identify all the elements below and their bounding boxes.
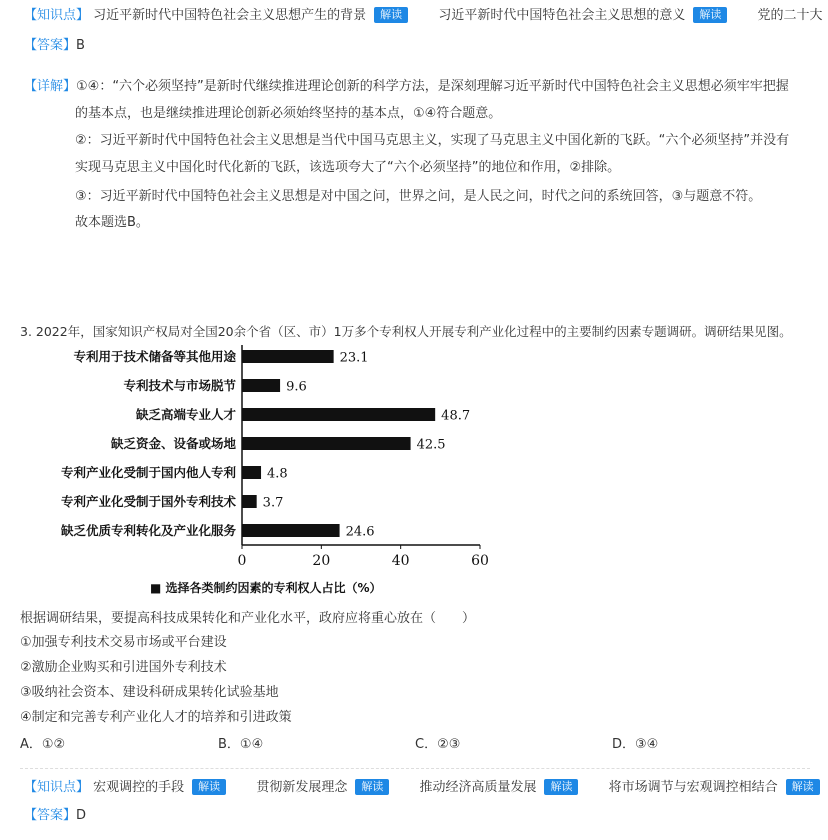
category-label: 专利技术与市场脱节 — [123, 378, 236, 393]
statement-3: ③吸纳社会资本、建设科研成果转化试验基地 — [20, 685, 279, 700]
statement-1: ①加强专利技术交易市场或平台建设 — [20, 635, 227, 650]
legend: ■ 选择各类制约因素的专利权人占比（%） — [150, 581, 382, 595]
x-tick-label: 20 — [312, 553, 331, 569]
interpret-button[interactable]: 解读 — [786, 779, 820, 795]
answer-label: 【答案】 — [24, 808, 77, 823]
answer-label: 【答案】 — [24, 38, 77, 53]
value-label: 4.8 — [267, 466, 288, 482]
interpret-button[interactable]: 解读 — [192, 779, 226, 795]
bar — [242, 350, 334, 363]
bottom-knowledge-row — [24, 778, 828, 798]
knowledge-text: 宏观调控的手段 — [93, 780, 185, 795]
option-d[interactable]: D．③④ — [612, 737, 659, 752]
value-label: 24.6 — [345, 524, 375, 540]
interpret-button[interactable]: 解读 — [355, 779, 389, 795]
detail-line-5: ③：习近平新时代中国特色社会主义思想是对中国之问，世界之问，是人民之问，时代之问的系统回答，③与题意不符。 — [75, 189, 762, 204]
detail-line-1: 【详解】①④：“六个必须坚持”是新时代继续推进理论创新的科学方法，是深刻理解习近平新时代中国特色社会主义思想必须牢牢把握 — [24, 79, 789, 94]
value-label: 23.1 — [339, 350, 369, 366]
category-label: 缺乏高端专业人才 — [135, 407, 236, 422]
interpret-button[interactable]: 解读 — [374, 7, 408, 23]
divider — [20, 768, 810, 769]
answer-row — [24, 36, 85, 56]
knowledge-item — [419, 780, 582, 795]
category-label: 缺乏优质专利转化及产业化服务 — [60, 523, 236, 538]
value-label: 48.7 — [441, 408, 471, 424]
detail-line-4: 实现马克思主义中国化时代化新的飞跃，该选项夸大了“六个必须坚持”的地位和作用，②排除。 — [75, 160, 621, 175]
question-prompt: 根据调研结果，要提高科技成果转化和产业化水平，政府应将重心放在（ ） — [20, 611, 476, 626]
knowledge-item — [256, 780, 393, 795]
x-tick-label: 0 — [237, 553, 247, 569]
question-stem: 3. 2022年，国家知识产权局对全国20余个省（区、市）1万多个专利权人开展专利产业化过程中的主要制约因素专题调研。调研结果见图。 — [20, 324, 792, 339]
statement-4: ④制定和完善专利产业化人才的培养和引进政策 — [20, 710, 292, 725]
bar — [242, 437, 411, 450]
knowledge-text: 习近平新时代中国特色社会主义思想产生的背景 — [93, 8, 367, 23]
value-label: 42.5 — [416, 437, 446, 453]
knowledge-text: 习近平新时代中国特色社会主义思想的意义 — [438, 8, 686, 23]
bar — [242, 466, 261, 479]
answer-value: D — [76, 808, 87, 823]
knowledge-label: 【知识点】 — [24, 780, 90, 795]
detail-line-2: 的基本点，也是继续推进理论创新必须始终坚持的基本点，①④符合题意。 — [75, 106, 502, 121]
top-knowledge-row — [24, 6, 828, 26]
detail-line-3: ②：习近平新时代中国特色社会主义思想是当代中国马克思主义，实现了马克思主义中国化新的飞跃。“六个必须坚持”并没有 — [75, 133, 790, 148]
knowledge-text: 将市场调节与宏观调控相结合 — [608, 780, 778, 795]
x-tick-label: 60 — [471, 553, 489, 569]
knowledge-text: 党的二十大 — [757, 8, 823, 23]
category-label: 专利用于技术储备等其他用途 — [73, 349, 236, 364]
interpret-button[interactable]: 解读 — [693, 7, 727, 23]
category-label: 缺乏资金、设备或场地 — [110, 436, 236, 451]
x-tick-label: 40 — [391, 553, 410, 569]
knowledge-label: 【知识点】 — [24, 8, 90, 23]
knowledge-item — [757, 8, 822, 23]
knowledge-item — [609, 780, 820, 795]
bar — [242, 495, 257, 508]
category-label: 专利产业化受制于国内他人专利 — [60, 465, 236, 480]
knowledge-item — [438, 8, 731, 23]
knowledge-item — [93, 780, 230, 795]
bar — [242, 524, 340, 537]
bar — [242, 379, 280, 392]
value-label: 9.6 — [286, 379, 307, 395]
knowledge-text: 推动经济高质量发展 — [419, 780, 537, 795]
statement-2: ②激励企业购买和引进国外专利技术 — [20, 660, 227, 675]
option-c[interactable]: C．②③ — [415, 737, 461, 752]
option-a[interactable]: A．①② — [20, 737, 66, 752]
knowledge-item — [93, 8, 412, 23]
value-label: 3.7 — [262, 495, 284, 511]
bar-chart — [20, 345, 520, 605]
answer-row — [24, 806, 86, 826]
category-label: 专利产业化受制于国外专利技术 — [60, 494, 236, 509]
option-b[interactable]: B．①④ — [218, 737, 264, 752]
bar — [242, 408, 435, 421]
interpret-button[interactable]: 解读 — [544, 779, 578, 795]
knowledge-text: 贯彻新发展理念 — [256, 780, 348, 795]
detail-label: 【详解】 — [24, 79, 77, 94]
detail-line-6: 故本题选B。 — [75, 215, 149, 230]
answer-value: B — [76, 38, 85, 53]
